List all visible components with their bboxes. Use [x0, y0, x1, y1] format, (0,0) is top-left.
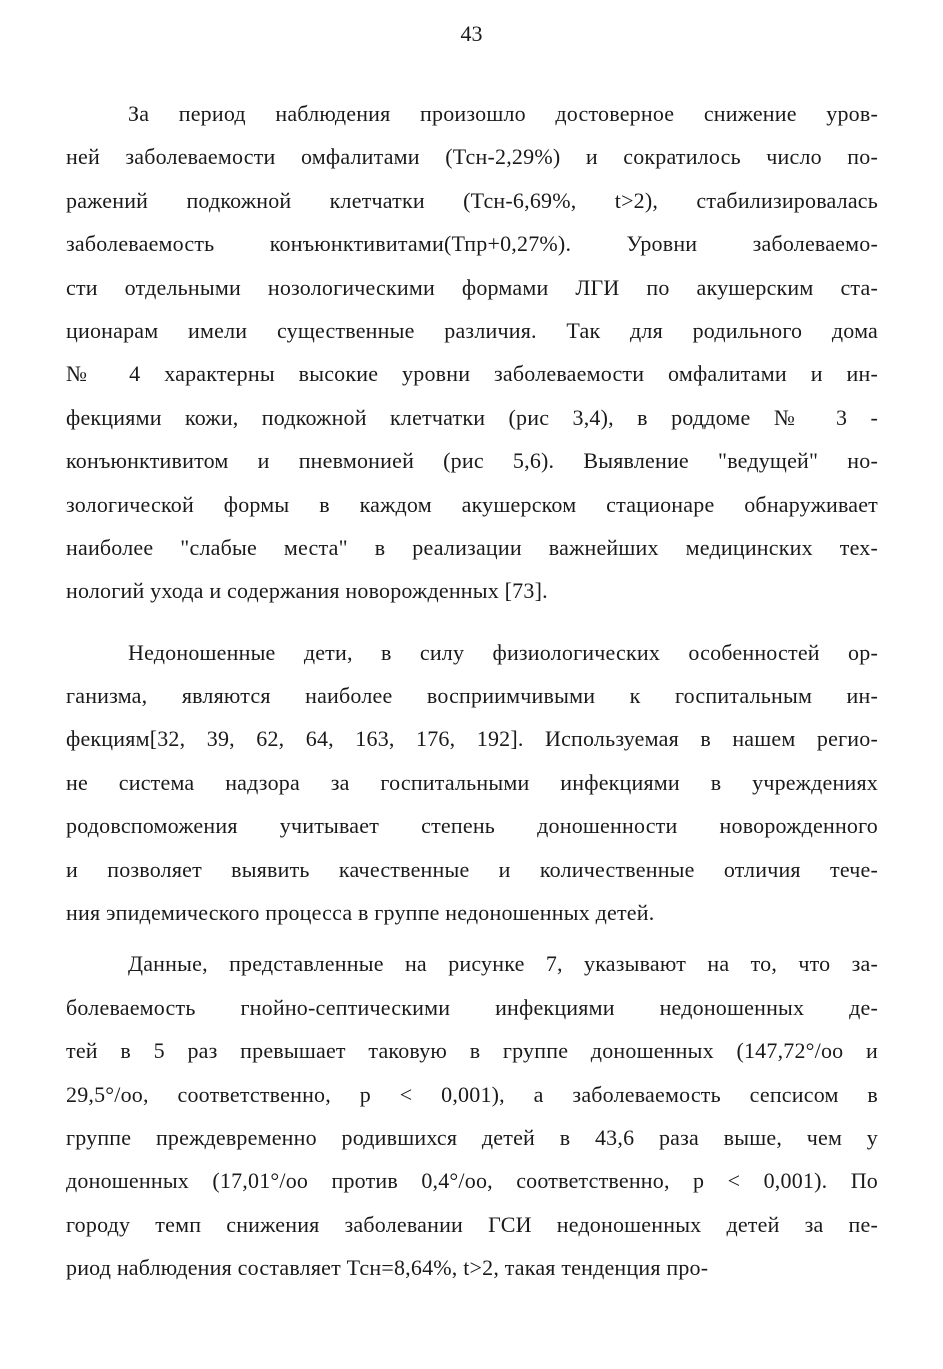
- text-line: № 4 характерны высокие уровни заболеваемости омфалитами и ин-: [66, 361, 878, 387]
- text-line: нологий ухода и содержания новорожденных [73].: [66, 578, 548, 604]
- text-line: ражений подкожной клетчатки (Тсн-6,69%, t>2), стабилизировалась: [66, 187, 878, 213]
- text-line: конъюнктивитом и пневмонией (рис 5,6). Выявление "ведущей" но-: [66, 448, 878, 474]
- text-line: ционарам имели существенные различия. Так для родильного дома: [66, 317, 878, 343]
- text-line: Недоношенные дети, в силу физиологических особенностей ор-: [128, 639, 878, 665]
- text-line: тей в 5 раз превышает таковую в группе доношенных (147,72°/оо и: [66, 1038, 878, 1064]
- paragraph-2: [66, 631, 878, 935]
- text-line: зологической формы в каждом акушерском стационаре обнаруживает: [66, 491, 878, 517]
- text-line: За период наблюдения произошло достоверное снижение уров-: [128, 101, 878, 126]
- text-line: ганизма, являются наиболее восприимчивыми к госпитальным ин-: [66, 683, 878, 709]
- text-line: не система надзора за госпитальными инфекциями в учреждениях: [66, 769, 878, 795]
- paragraph-gap: [66, 934, 878, 942]
- text-line: сти отдельными нозологическими формами ЛГИ по акушерским ста-: [66, 274, 878, 300]
- text-line: фекциями кожи, подкожной клетчатки (рис 3,4), в роддоме № 3 -: [66, 404, 878, 430]
- text-line: фекциям[32, 39, 62, 64, 163, 176, 192]. Используемая в нашем регио-: [66, 726, 878, 752]
- page-number: 43: [460, 21, 483, 46]
- text-line: заболеваемость конъюнктивитами(Тпр+0,27%). Уровни заболеваемо-: [66, 231, 878, 257]
- body-text: [66, 92, 878, 1290]
- text-line: наиболее "слабые места" в реализации важнейших медицинских тех-: [66, 534, 878, 560]
- text-line: и позволяет выявить качественные и количественные отличия тече-: [66, 856, 878, 882]
- text-line: родовспоможения учитывает степень доношенности новорожденного: [66, 813, 878, 839]
- text-line: группе преждевременно родившихся детей в 43,6 раза выше, чем у: [66, 1124, 878, 1150]
- paragraph-gap: [66, 613, 878, 631]
- text-line: ния эпидемического процесса в группе недоношенных детей.: [66, 900, 655, 926]
- text-line: риод наблюдения составляет Тсн=8,64%, t>2, такая тенденция про-: [66, 1255, 709, 1281]
- paragraph-3: [66, 942, 878, 1289]
- text-line: Данные, представленные на рисунке 7, указывают на то, что за-: [128, 951, 878, 977]
- paragraph-1: [66, 92, 878, 613]
- text-line: доношенных (17,01°/оо против 0,4°/оо, соответственно, р < 0,001). По: [66, 1168, 878, 1194]
- text-line: 29,5°/оо, соответственно, р < 0,001), а заболеваемость сепсисом в: [66, 1081, 878, 1107]
- text-line: ней заболеваемости омфалитами (Тсн-2,29%) и сократилось число по-: [66, 144, 878, 170]
- text-line: городу темп снижения заболевании ГСИ недоношенных детей за пе-: [66, 1211, 878, 1237]
- text-line: болеваемость гнойно-септическими инфекциями недоношенных де-: [66, 994, 878, 1020]
